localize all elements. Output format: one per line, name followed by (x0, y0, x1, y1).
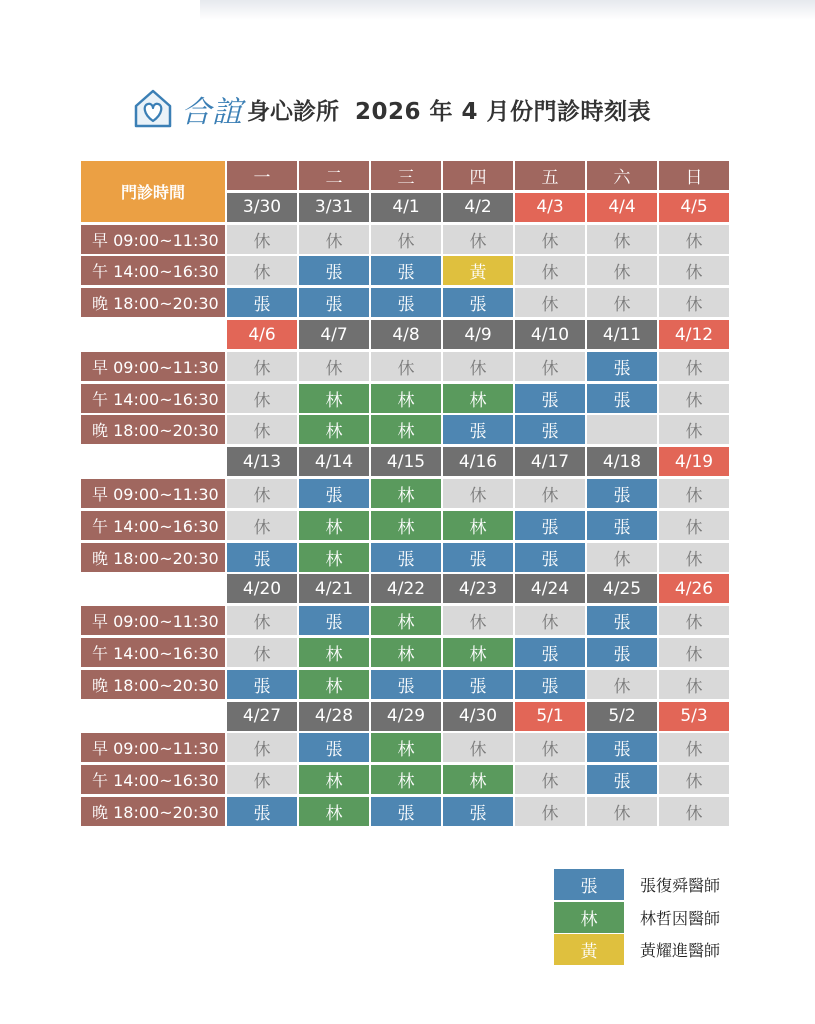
session-row (81, 797, 729, 826)
session-time-label: 早 09:00~11:30 (81, 733, 225, 762)
schedule-cell: 張 (371, 543, 441, 572)
schedule-cell: 休 (227, 415, 297, 444)
schedule-cell: 林 (299, 384, 369, 413)
schedule-cell: 休 (659, 288, 729, 317)
date-cell: 4/30 (443, 702, 513, 731)
schedule-cell: 張 (443, 288, 513, 317)
date-row (81, 574, 729, 603)
date-cell: 4/10 (515, 320, 585, 349)
date-cell: 5/3 (659, 702, 729, 731)
session-row (81, 384, 729, 413)
date-cell: 4/13 (227, 447, 297, 476)
schedule-cell: 休 (227, 256, 297, 285)
session-row (81, 733, 729, 762)
schedule-cell: 休 (659, 225, 729, 254)
schedule-cell: 休 (587, 288, 657, 317)
date-cell: 5/1 (515, 702, 585, 731)
date-cell: 4/3 (515, 193, 585, 222)
weekday-header: 二 (299, 161, 369, 190)
schedule-cell: 張 (515, 384, 585, 413)
schedule-cell: 休 (515, 288, 585, 317)
schedule-cell: 休 (227, 384, 297, 413)
schedule-cell: 林 (371, 733, 441, 762)
date-cell: 4/19 (659, 447, 729, 476)
schedule-cell: 林 (443, 638, 513, 667)
session-time-label: 早 09:00~11:30 (81, 225, 225, 254)
session-row (81, 670, 729, 699)
schedule-cell (587, 415, 657, 444)
schedule-cell: 休 (443, 352, 513, 381)
legend-doctor-name: 林哲因醫師 (640, 908, 721, 928)
page-title: 2026 年 4 月份門診時刻表 (355, 98, 652, 125)
session-row (81, 543, 729, 572)
schedule-cell: 張 (587, 511, 657, 540)
schedule-cell: 休 (299, 225, 369, 254)
schedule-cell: 黃 (443, 256, 513, 285)
schedule-cell: 張 (587, 479, 657, 508)
schedule-cell: 林 (299, 797, 369, 826)
schedule-cell: 休 (515, 733, 585, 762)
date-cell: 4/2 (443, 193, 513, 222)
schedule-cell: 休 (227, 606, 297, 635)
date-cell: 4/17 (515, 447, 585, 476)
weekday-header-row (81, 161, 729, 190)
schedule-cell: 張 (515, 670, 585, 699)
schedule-cell: 休 (515, 797, 585, 826)
schedule-cell: 張 (515, 511, 585, 540)
date-cell: 4/16 (443, 447, 513, 476)
legend-item (554, 869, 720, 900)
schedule-cell: 張 (227, 543, 297, 572)
session-time-label: 晚 18:00~20:30 (81, 415, 225, 444)
session-row (81, 479, 729, 508)
date-cell: 4/25 (587, 574, 657, 603)
legend-doctor-name: 張復舜醫師 (640, 876, 721, 895)
date-cell: 4/9 (443, 320, 513, 349)
row-spacer (81, 320, 225, 349)
date-cell: 4/27 (227, 702, 297, 731)
session-row (81, 765, 729, 794)
schedule-cell: 林 (299, 638, 369, 667)
schedule-cell: 休 (659, 606, 729, 635)
schedule-cell: 林 (299, 670, 369, 699)
schedule-cell: 林 (371, 415, 441, 444)
schedule-cell: 林 (371, 511, 441, 540)
date-cell: 4/11 (587, 320, 657, 349)
schedule-cell: 林 (371, 479, 441, 508)
schedule-cell: 休 (659, 256, 729, 285)
date-cell: 4/6 (227, 320, 297, 349)
legend-item (554, 902, 720, 933)
schedule-corner-label: 門診時間 (81, 161, 225, 222)
weekday-header: 日 (659, 161, 729, 190)
schedule-cell: 林 (371, 765, 441, 794)
date-cell: 4/21 (299, 574, 369, 603)
session-row (81, 511, 729, 540)
legend-item (554, 934, 720, 965)
date-cell: 4/7 (299, 320, 369, 349)
legend-swatch: 黃 (554, 934, 624, 965)
session-time-label: 晚 18:00~20:30 (81, 288, 225, 317)
date-cell: 4/23 (443, 574, 513, 603)
date-cell: 4/26 (659, 574, 729, 603)
schedule-cell: 張 (515, 543, 585, 572)
schedule-cell: 休 (227, 765, 297, 794)
schedule-cell: 休 (515, 225, 585, 254)
session-row (81, 638, 729, 667)
session-time-label: 早 09:00~11:30 (81, 606, 225, 635)
date-cell: 3/30 (227, 193, 297, 222)
schedule-cell: 休 (659, 765, 729, 794)
date-cell: 4/4 (587, 193, 657, 222)
schedule-cell: 休 (443, 606, 513, 635)
schedule-cell: 休 (659, 733, 729, 762)
schedule-cell: 休 (587, 543, 657, 572)
date-cell: 5/2 (587, 702, 657, 731)
session-time-label: 午 14:00~16:30 (81, 765, 225, 794)
date-row (81, 320, 729, 349)
schedule-cell: 林 (443, 765, 513, 794)
schedule-cell: 休 (587, 797, 657, 826)
date-cell: 4/28 (299, 702, 369, 731)
top-shadow (200, 0, 815, 20)
date-cell: 4/20 (227, 574, 297, 603)
date-cell: 4/1 (371, 193, 441, 222)
schedule-cell: 休 (227, 733, 297, 762)
schedule-cell: 林 (443, 511, 513, 540)
schedule-cell: 休 (443, 479, 513, 508)
session-time-label: 晚 18:00~20:30 (81, 797, 225, 826)
schedule-cell: 張 (443, 670, 513, 699)
schedule-cell: 林 (299, 765, 369, 794)
brand-logo-text: 合誼 (181, 95, 243, 130)
date-cell: 4/24 (515, 574, 585, 603)
schedule-cell: 張 (443, 415, 513, 444)
schedule-cell: 休 (515, 256, 585, 285)
legend-doctor-name: 黃耀進醫師 (640, 941, 721, 960)
schedule-cell: 張 (299, 606, 369, 635)
row-spacer (81, 161, 225, 190)
schedule-cell: 休 (515, 606, 585, 635)
schedule-cell: 休 (659, 415, 729, 444)
date-row (81, 702, 729, 731)
schedule-cell: 張 (371, 288, 441, 317)
heart-house-logo-icon (133, 88, 173, 130)
schedule-cell: 張 (587, 733, 657, 762)
schedule-cell: 休 (443, 225, 513, 254)
session-time-label: 午 14:00~16:30 (81, 638, 225, 667)
session-row (81, 256, 729, 285)
weekday-header: 一 (227, 161, 297, 190)
weekday-header: 四 (443, 161, 513, 190)
schedule-cell: 林 (299, 543, 369, 572)
schedule-cell: 林 (299, 415, 369, 444)
schedule-cell: 張 (515, 415, 585, 444)
schedule-cell: 休 (587, 256, 657, 285)
schedule-cell: 休 (587, 670, 657, 699)
schedule-cell: 張 (443, 797, 513, 826)
session-row (81, 352, 729, 381)
schedule-cell: 張 (587, 606, 657, 635)
schedule-cell: 張 (299, 288, 369, 317)
schedule-cell: 林 (371, 638, 441, 667)
schedule-cell: 張 (587, 765, 657, 794)
date-cell: 4/22 (371, 574, 441, 603)
session-row (81, 606, 729, 635)
schedule-cell: 林 (371, 606, 441, 635)
schedule-cell: 林 (299, 511, 369, 540)
schedule-cell: 休 (515, 765, 585, 794)
session-time-label: 早 09:00~11:30 (81, 479, 225, 508)
date-cell: 4/5 (659, 193, 729, 222)
doctor-legend (554, 869, 720, 967)
schedule-cell: 休 (371, 352, 441, 381)
schedule-cell: 休 (659, 543, 729, 572)
schedule-cell: 休 (515, 352, 585, 381)
schedule-cell: 林 (443, 384, 513, 413)
schedule-cell: 休 (227, 511, 297, 540)
schedule-cell: 林 (371, 384, 441, 413)
schedule-cell: 休 (659, 511, 729, 540)
schedule-cell: 張 (443, 543, 513, 572)
session-time-label: 午 14:00~16:30 (81, 384, 225, 413)
row-spacer (81, 447, 225, 476)
schedule-cell: 休 (371, 225, 441, 254)
schedule-cell: 休 (659, 384, 729, 413)
date-row (81, 447, 729, 476)
session-time-label: 晚 18:00~20:30 (81, 670, 225, 699)
session-time-label: 午 14:00~16:30 (81, 511, 225, 540)
schedule-cell: 張 (227, 797, 297, 826)
date-cell: 4/8 (371, 320, 441, 349)
schedule-cell: 張 (371, 670, 441, 699)
schedule-cell: 張 (371, 797, 441, 826)
schedule-cell: 張 (515, 638, 585, 667)
page-header (133, 86, 651, 132)
session-row (81, 288, 729, 317)
brand-name: 身心診所 (247, 98, 339, 125)
schedule-cell: 休 (659, 797, 729, 826)
date-cell: 4/12 (659, 320, 729, 349)
legend-swatch: 林 (554, 902, 624, 933)
schedule-cell: 張 (227, 288, 297, 317)
schedule-cell: 張 (299, 479, 369, 508)
schedule-cell: 張 (371, 256, 441, 285)
schedule-cell: 休 (587, 225, 657, 254)
row-spacer (81, 702, 225, 731)
schedule-cell: 張 (227, 670, 297, 699)
row-spacer (81, 193, 225, 222)
session-time-label: 晚 18:00~20:30 (81, 543, 225, 572)
schedule-cell: 休 (659, 479, 729, 508)
schedule-cell: 休 (659, 670, 729, 699)
row-spacer (81, 574, 225, 603)
schedule-cell: 張 (299, 256, 369, 285)
schedule-cell: 休 (227, 352, 297, 381)
schedule-cell: 休 (659, 352, 729, 381)
schedule-cell: 張 (299, 733, 369, 762)
date-cell: 4/14 (299, 447, 369, 476)
date-cell: 3/31 (299, 193, 369, 222)
weekday-header: 五 (515, 161, 585, 190)
schedule-cell: 張 (587, 638, 657, 667)
weekday-header: 六 (587, 161, 657, 190)
schedule-cell: 休 (299, 352, 369, 381)
schedule-cell: 張 (587, 352, 657, 381)
schedule-cell: 張 (587, 384, 657, 413)
session-row (81, 225, 729, 254)
legend-swatch: 張 (554, 869, 624, 900)
session-time-label: 午 14:00~16:30 (81, 256, 225, 285)
date-cell: 4/18 (587, 447, 657, 476)
date-row (81, 193, 729, 222)
schedule-cell: 休 (227, 479, 297, 508)
schedule-cell: 休 (227, 225, 297, 254)
date-cell: 4/29 (371, 702, 441, 731)
date-cell: 4/15 (371, 447, 441, 476)
weekday-header: 三 (371, 161, 441, 190)
session-time-label: 早 09:00~11:30 (81, 352, 225, 381)
schedule-cell: 休 (227, 638, 297, 667)
schedule-cell: 休 (515, 479, 585, 508)
schedule-cell: 休 (443, 733, 513, 762)
session-row (81, 415, 729, 444)
schedule-cell: 休 (659, 638, 729, 667)
